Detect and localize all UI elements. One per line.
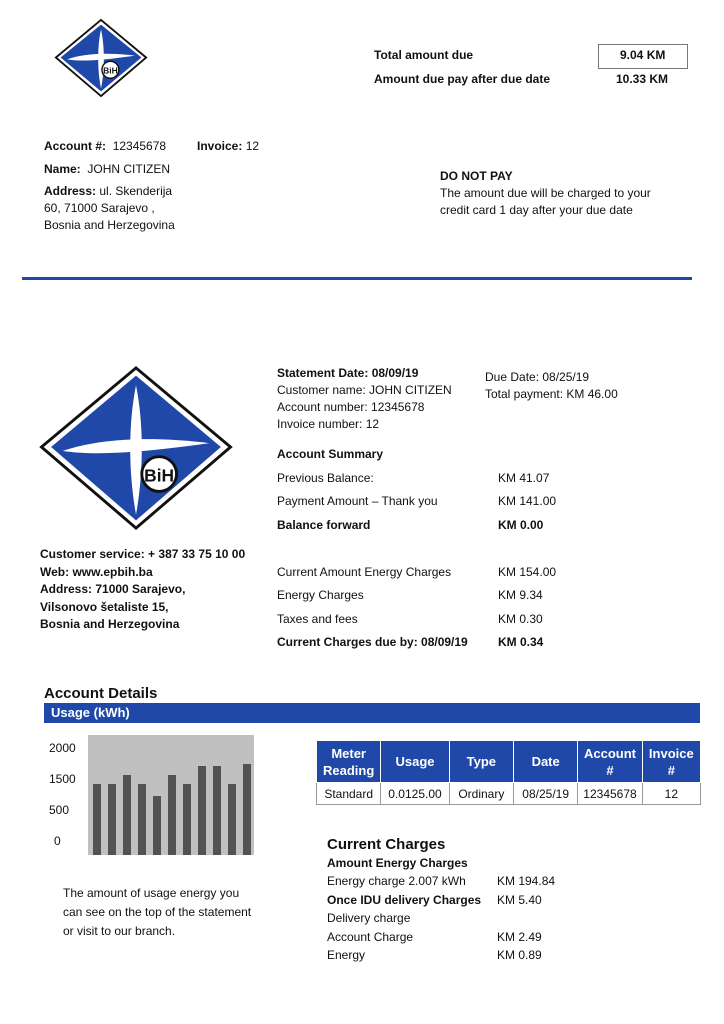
after-due-label: Amount due pay after due date <box>374 72 551 86</box>
company-logo <box>54 18 148 98</box>
due-date: Due Date: 08/25/19 <box>485 370 590 384</box>
idu-value: KM 5.40 <box>497 893 542 907</box>
summary-row-label: Previous Balance: <box>277 471 374 485</box>
account-line <box>44 139 166 153</box>
contact-address3: Bosnia and Herzegovina <box>40 617 180 631</box>
chart-bar <box>153 796 161 855</box>
address-line3: Bosnia and Herzegovina <box>44 218 175 232</box>
chart-bar <box>123 775 131 855</box>
divider-rule <box>22 277 692 280</box>
chart-bar <box>138 784 146 855</box>
contact-address2: Vilsonovo šetaliste 15, <box>40 599 169 614</box>
cell-date: 08/25/19 <box>514 783 578 805</box>
total-due-value: 9.04 KM <box>620 48 666 62</box>
name-line <box>44 162 170 176</box>
meter-table <box>316 740 701 805</box>
cell-invoice: 12 <box>642 783 700 805</box>
chart-bar <box>228 784 236 855</box>
notice-line1: The amount due will be charged to your <box>440 186 651 200</box>
name-label: Name: <box>44 162 81 176</box>
cell-type: Ordinary <box>449 783 513 805</box>
y-tick-label: 2000 <box>49 741 76 755</box>
summary-row-value: KM 141.00 <box>498 494 557 508</box>
summary-row-label: Balance forward <box>277 518 371 532</box>
total-due-label: Total amount due <box>374 48 474 62</box>
header-meter-reading: Meter Reading <box>317 741 381 783</box>
company-logo-large <box>38 366 234 530</box>
address-label: Address: <box>44 184 97 198</box>
invoice-line <box>197 139 259 153</box>
usage-note-line2: can see on the top of the statement <box>63 905 252 919</box>
chart-bar <box>108 784 116 855</box>
statement-date: Statement Date: 08/09/19 <box>277 366 419 380</box>
summary-row-label: Payment Amount – Thank you <box>277 494 438 508</box>
summary-row-value: KM 9.34 <box>498 588 543 602</box>
chart-bar <box>93 784 101 855</box>
header-type: Type <box>449 741 513 783</box>
usage-note <box>63 884 251 941</box>
customer-service: Customer service: + 387 33 75 10 00 <box>40 547 246 561</box>
due-info <box>485 369 618 403</box>
summary-row-value: KM 0.30 <box>498 612 543 626</box>
energy-value: KM 0.89 <box>497 948 542 962</box>
usage-note-line3: or visit to our branch. <box>63 924 176 938</box>
name-value: JOHN CITIZEN <box>87 162 171 176</box>
current-charges-title: Current Charges <box>327 836 446 853</box>
usage-chart <box>88 735 254 855</box>
total-payment: Total payment: KM 46.00 <box>485 387 618 401</box>
statement-customer: Customer name: JOHN CITIZEN <box>277 383 452 397</box>
logo-large-text: BiH <box>144 465 175 486</box>
energy-charge-value: KM 194.84 <box>497 874 556 888</box>
account-label: Account #: <box>44 139 107 153</box>
energy-label: Energy <box>327 948 366 962</box>
cell-account: 12345678 <box>578 783 642 805</box>
header-date: Date <box>514 741 578 783</box>
account-details-title: Account Details <box>44 685 158 702</box>
cell-meter-reading: Standard <box>317 783 381 805</box>
summary-row-label: Current Amount Energy Charges <box>277 565 452 579</box>
y-tick-label: 0 <box>54 834 61 848</box>
after-due-value: 10.33 KM <box>616 72 669 86</box>
summary-row-label: Energy Charges <box>277 588 364 602</box>
y-tick-label: 1500 <box>49 772 76 786</box>
summary-row-label: Taxes and fees <box>277 612 358 626</box>
address-line1: ul. Skenderija <box>99 184 173 198</box>
table-row <box>317 783 701 805</box>
summary-row-label: Current Charges due by: 08/09/19 <box>277 635 468 649</box>
address-block <box>44 183 175 234</box>
chart-bar <box>183 784 191 855</box>
contact-block <box>40 546 245 634</box>
account-value: 12345678 <box>112 139 167 153</box>
contact-address1: Address: 71000 Sarajevo, <box>40 582 186 596</box>
header-usage: Usage <box>381 741 449 783</box>
statement-info <box>277 365 452 433</box>
chart-bar <box>168 775 176 855</box>
account-charge-value: KM 2.49 <box>497 930 542 944</box>
current-charges-subtitle: Amount Energy Charges <box>327 856 468 870</box>
usage-header-bar: Usage (kWh) <box>44 703 700 723</box>
delivery-label: Delivery charge <box>327 911 411 925</box>
summary-row-value: KM 0.34 <box>498 635 544 649</box>
header-invoice: Invoice # <box>642 741 700 783</box>
summary-title: Account Summary <box>277 447 384 461</box>
y-tick-label: 500 <box>49 803 70 817</box>
notice-line2: credit card 1 day after your due date <box>440 203 633 217</box>
account-charge-label: Account Charge <box>327 930 414 944</box>
usage-note-line1: The amount of usage energy you <box>63 886 240 900</box>
statement-account: Account number: 12345678 <box>277 400 425 414</box>
meter-table-header <box>317 741 701 783</box>
summary-row-value: KM 0.00 <box>498 518 544 532</box>
notice-title: DO NOT PAY <box>440 169 513 183</box>
logo-text: BiH <box>103 65 118 76</box>
invoice-label: Invoice: <box>197 139 243 153</box>
web-address: Web: www.epbih.ba <box>40 564 153 579</box>
chart-bar <box>243 764 251 855</box>
chart-bar <box>198 766 206 855</box>
invoice-value: 12 <box>245 139 260 153</box>
chart-bar <box>213 766 221 855</box>
summary-row-value: KM 154.00 <box>498 565 557 579</box>
do-not-pay-notice <box>440 168 651 219</box>
cell-usage: 0.0125.00 <box>381 783 449 805</box>
energy-charge-label: Energy charge 2.007 kWh <box>327 874 466 888</box>
statement-invoice: Invoice number: 12 <box>277 417 380 431</box>
idu-label: Once IDU delivery Charges <box>327 893 482 907</box>
address-line2: 60, 71000 Sarajevo , <box>44 201 155 215</box>
header-account: Account # <box>578 741 642 783</box>
summary-row-value: KM 41.07 <box>498 471 550 485</box>
